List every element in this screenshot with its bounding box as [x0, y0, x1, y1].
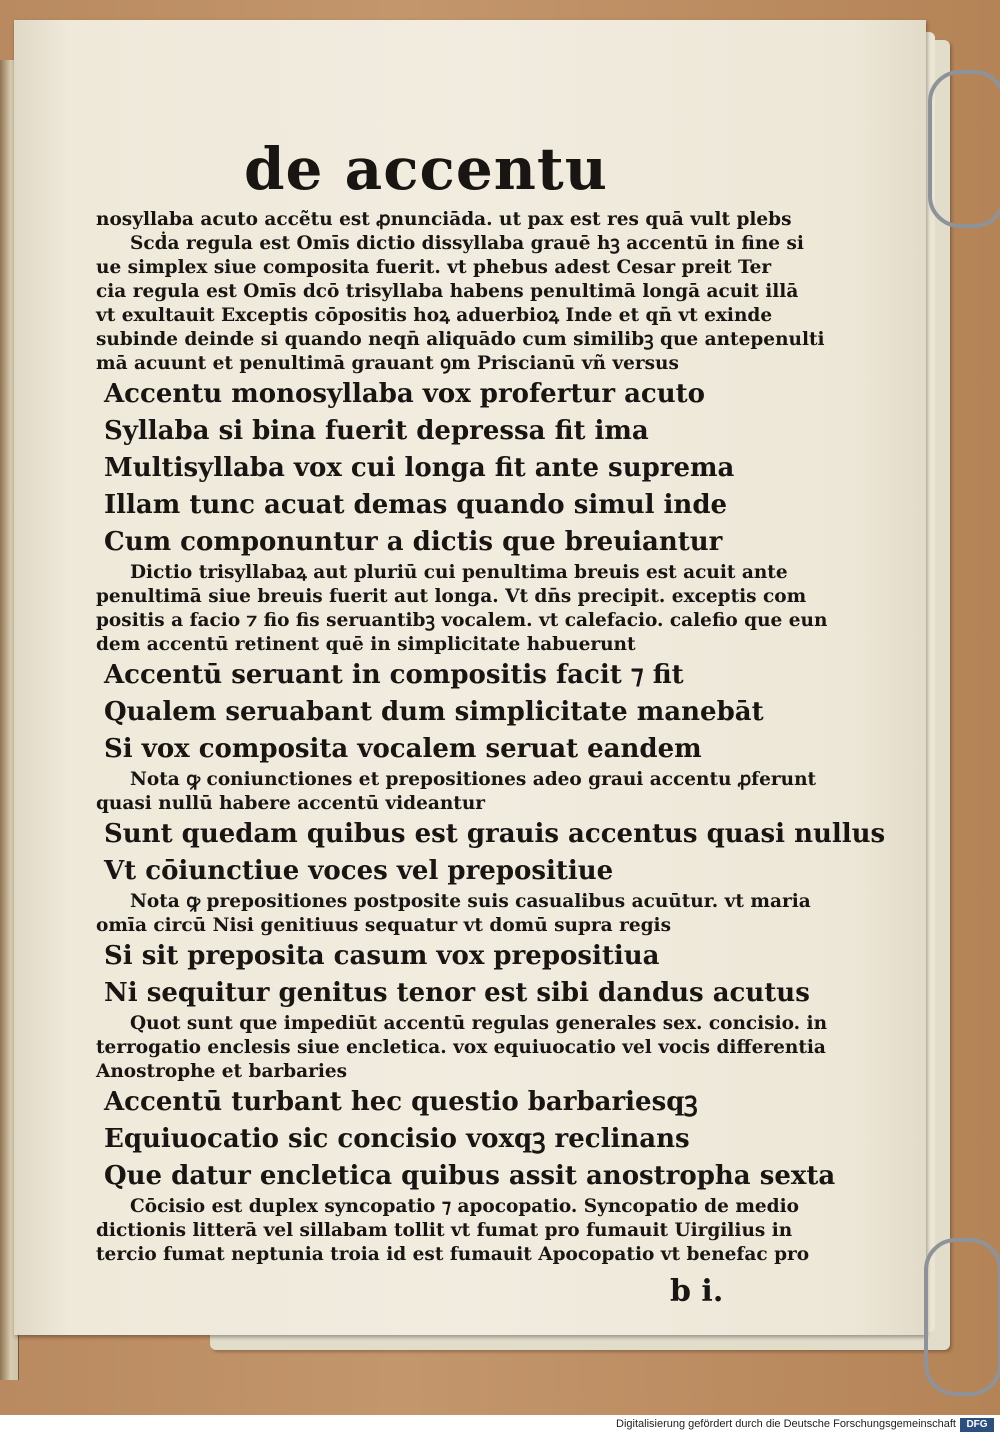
verse-line: Syllaba si bina fuerit depressa fit ima: [104, 416, 649, 446]
verse-line: Si vox composita vocalem seruat eandem: [104, 734, 702, 764]
page-text-block: [96, 130, 886, 1267]
text-line: Scḋa regula est Omīs dictio dissyllaba grauē hꝫ accentū in fine si: [130, 233, 804, 254]
verse-line: Accentū seruant in compositis facit ⁊ fit: [104, 660, 684, 690]
verse-line: Multisyllaba vox cui longa fit ante suprema: [104, 453, 735, 483]
footer-bar: [0, 1415, 1000, 1435]
text-line: cia regula est Omīs dcō trisyllaba habens penultimā longā acuit illā: [96, 281, 799, 302]
text-lines: [96, 208, 886, 1267]
footer-credit: Digitalisierung gefördert durch die Deutsche Forschungsgemeinschaft: [616, 1418, 956, 1430]
verse-line: Si sit preposita casum vox prepositiua: [104, 941, 660, 971]
verse-line: Que datur encletica quibus assit anostropha sexta: [104, 1161, 836, 1191]
text-line: Quot sunt que impediūt accentū regulas generales sex. concisio. in: [130, 1013, 828, 1034]
verse-line: Sunt quedam quibus est grauis accentus quasi nullus: [104, 819, 886, 849]
text-line: tercio fumat neptunia troia id est fumauit Apocopatio vt benefac pro: [96, 1244, 810, 1265]
verse-line: Equiuocatio sic concisio voxqꝫ reclinans: [104, 1124, 690, 1154]
page-clip-top: [928, 70, 1000, 228]
text-line: Nota ꝙ prepositiones postposite suis casualibus acuūtur. vt maria: [130, 891, 811, 912]
text-line: quasi nullū habere accentū videantur: [96, 793, 486, 814]
text-line: nosyllaba acuto accẽtu est ꝓnunciāda. ut pax est res quā vult plebs: [96, 209, 792, 230]
text-line: ue simplex siue composita fuerit. vt phebus adest Cesar preit Ter: [96, 257, 772, 278]
text-line: subinde deinde si quando neqn̄ aliquādo cum similibꝫ que antepenulti: [96, 329, 825, 350]
verse-line: Accentū turbant hec questio barbariesqꝫ: [104, 1087, 698, 1117]
page-title: de accentu: [244, 135, 608, 203]
book-page: [14, 20, 926, 1335]
text-line: terrogatio enclesis siue encletica. vox equiuocatio vel vocis differentia: [96, 1037, 826, 1058]
text-line: positis a facio ⁊ fio fis seruantibꝫ vocalem. vt calefacio. calefio que eun: [96, 610, 828, 631]
text-line: omīa circū Nisi genitiuus sequatur vt domū supra regis: [96, 915, 671, 936]
text-line: Nota ꝙ coniunctiones et prepositiones adeo graui accentu ꝓferunt: [130, 769, 817, 790]
text-line: Anostrophe et barbaries: [96, 1061, 348, 1082]
signature-mark: b i.: [670, 1274, 724, 1309]
verse-line: Cum componuntur a dictis que breuiantur: [104, 527, 723, 557]
text-line: dictionis litterā vel sillabam tollit vt fumat pro fumauit Uirgilius in: [96, 1220, 793, 1241]
text-line: penultimā siue breuis fuerit aut longa. Vt dn̄s precipit. exceptis com: [96, 586, 807, 607]
verse-line: Illam tunc acuat demas quando simul inde: [104, 490, 728, 520]
page-clip-bottom: [924, 1238, 1000, 1396]
verse-line: Vt cōiunctiue voces vel prepositiue: [104, 856, 614, 886]
verse-line: Ni sequitur genitus tenor est sibi dandus acutus: [104, 978, 810, 1008]
text-line: vt exultauit Exceptis cōpositis hoꝝ aduerbioꝝ Inde et qn̄ vt exinde: [96, 305, 773, 326]
verse-line: Qualem seruabant dum simplicitate manebāt: [104, 697, 764, 727]
text-line: Dictio trisyllabaꝝ aut pluriū cui penultima breuis est acuit ante: [130, 562, 788, 583]
text-line: Cōcisio est duplex syncopatio ⁊ apocopatio. Syncopatio de medio: [130, 1196, 799, 1217]
dfg-logo: DFG: [960, 1418, 994, 1432]
text-line: mā acuunt et penultimā grauant ꝯm Priscianū vñ versus: [96, 353, 679, 374]
verse-line: Accentu monosyllaba vox profertur acuto: [104, 379, 706, 409]
text-line: dem accentū retinent quē in simplicitate habuerunt: [96, 634, 636, 655]
